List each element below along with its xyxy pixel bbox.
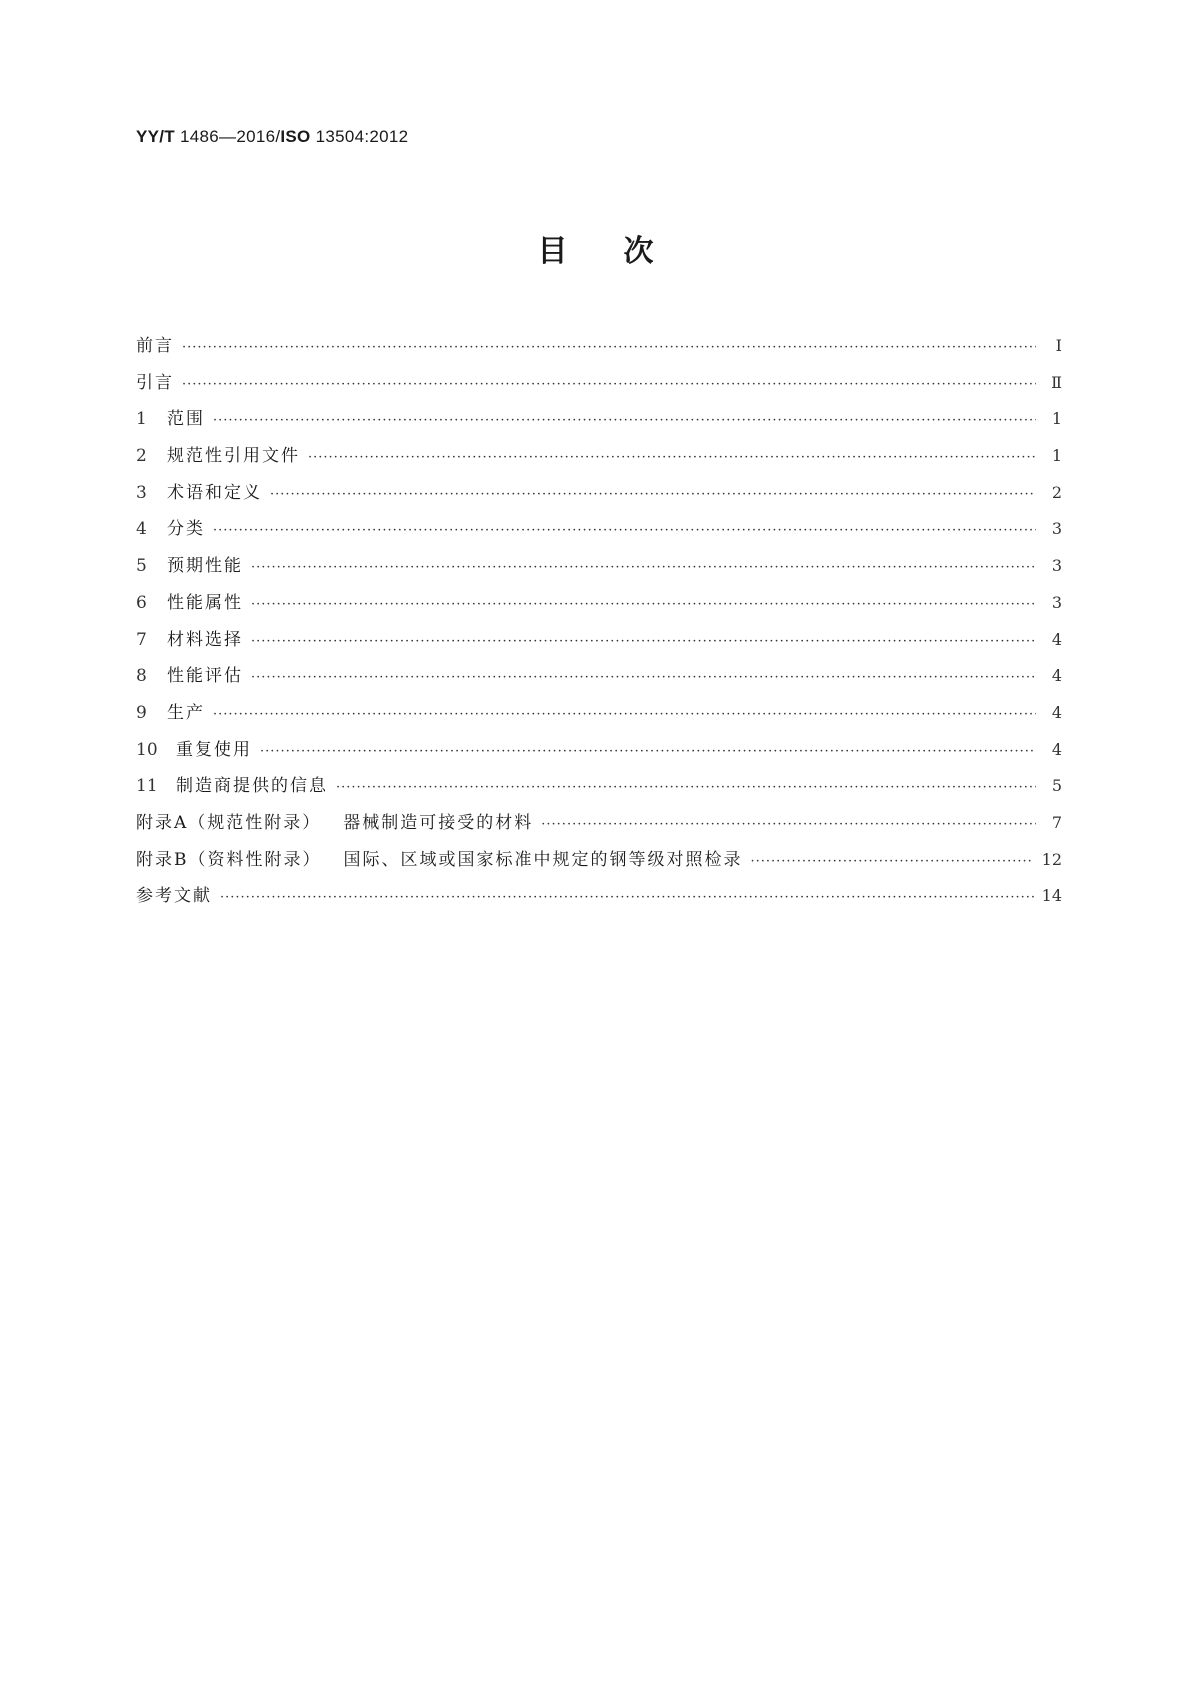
toc-entry-label: 引言 bbox=[136, 372, 174, 393]
standard-code-number: 1486—2016/ bbox=[175, 127, 281, 146]
toc-entry-page: 5 bbox=[1051, 776, 1062, 796]
toc-entry-number: 5 bbox=[136, 556, 147, 577]
toc-leader-dots bbox=[251, 660, 1036, 697]
toc-entry-bibliography[interactable] bbox=[136, 878, 1062, 915]
toc-entry-label: 术语和定义 bbox=[167, 482, 262, 503]
toc-entry-label: 性能评估 bbox=[167, 666, 243, 687]
toc-entry-number: 8 bbox=[136, 666, 147, 687]
toc-leader-dots bbox=[541, 807, 1036, 844]
toc-entry-label: 规范性引用文件 bbox=[167, 446, 300, 467]
toc-entry-label: 性能属性 bbox=[167, 592, 243, 613]
iso-code-number: 13504:2012 bbox=[310, 127, 409, 146]
toc-entry-label: 参考文献 bbox=[136, 886, 212, 907]
toc-entry-manufacturer-information[interactable] bbox=[136, 768, 1062, 805]
toc-entry-label: 重复使用 bbox=[176, 739, 252, 760]
toc-entry-intended-performance[interactable] bbox=[136, 548, 1062, 585]
toc-entry-page: 2 bbox=[1051, 482, 1062, 502]
toc-entry-label: 生产 bbox=[167, 702, 205, 723]
toc-entry-label bbox=[136, 805, 533, 842]
toc-entry-classification[interactable] bbox=[136, 511, 1062, 548]
iso-code-prefix: ISO bbox=[280, 127, 311, 146]
toc-entry-label: 制造商提供的信息 bbox=[176, 776, 328, 797]
toc-entry-page: 4 bbox=[1051, 739, 1062, 759]
toc-entry-terms-definitions[interactable] bbox=[136, 475, 1062, 512]
toc-entry-introduction[interactable] bbox=[136, 365, 1062, 402]
annex-a-title: 器械制造可接受的材料 bbox=[343, 812, 534, 833]
annex-a-label: 附录A（规范性附录） bbox=[136, 812, 322, 833]
toc-entry-page: 4 bbox=[1051, 702, 1062, 722]
toc-leader-dots bbox=[751, 844, 1034, 881]
toc-leader-dots bbox=[213, 513, 1036, 550]
toc-leader-dots bbox=[270, 477, 1036, 514]
toc-entry-foreword[interactable] bbox=[136, 328, 1062, 365]
toc-entry-label: 预期性能 bbox=[167, 556, 243, 577]
toc-entry-scope[interactable] bbox=[136, 401, 1062, 438]
toc-entry-page: 1 bbox=[1051, 409, 1062, 429]
toc-entry-page: 3 bbox=[1051, 519, 1062, 539]
toc-entry-number: 6 bbox=[136, 592, 147, 613]
toc-entry-page: 3 bbox=[1051, 556, 1062, 576]
toc-entry-page: 12 bbox=[1041, 849, 1062, 869]
toc-leader-dots bbox=[220, 880, 1034, 917]
toc-entry-label: 前言 bbox=[136, 336, 174, 356]
toc-leader-dots bbox=[251, 624, 1036, 661]
toc-entry-number: 2 bbox=[136, 446, 147, 467]
toc-leader-dots bbox=[213, 697, 1036, 734]
toc-entry-label: 材料选择 bbox=[167, 629, 243, 650]
toc-leader-dots bbox=[251, 550, 1036, 587]
toc-entry-label bbox=[136, 842, 743, 879]
toc-entry-page: 4 bbox=[1051, 666, 1062, 686]
toc-leader-dots bbox=[182, 367, 1036, 404]
table-of-contents bbox=[136, 328, 1062, 915]
toc-entry-reuse[interactable] bbox=[136, 732, 1062, 769]
standard-code-prefix: YY/T bbox=[136, 127, 175, 146]
toc-entry-number: 9 bbox=[136, 702, 147, 723]
toc-leader-dots bbox=[182, 330, 1036, 367]
toc-entry-performance-attributes[interactable] bbox=[136, 585, 1062, 622]
toc-entry-annex-b[interactable] bbox=[136, 842, 1062, 879]
toc-entry-number: 11 bbox=[136, 776, 158, 797]
toc-entry-material-selection[interactable] bbox=[136, 622, 1062, 659]
toc-entry-number: 7 bbox=[136, 629, 147, 650]
toc-entry-page: 14 bbox=[1041, 886, 1062, 906]
toc-entry-page: 1 bbox=[1051, 446, 1062, 466]
toc-entry-page: 4 bbox=[1051, 629, 1062, 649]
toc-entry-number: 3 bbox=[136, 482, 147, 503]
annex-b-title: 国际、区域或国家标准中规定的钢等级对照检录 bbox=[343, 849, 743, 870]
toc-entry-number: 1 bbox=[136, 409, 147, 430]
toc-entry-normative-references[interactable] bbox=[136, 438, 1062, 475]
toc-leader-dots bbox=[260, 734, 1036, 771]
toc-entry-label: 范围 bbox=[167, 409, 205, 430]
toc-entry-page: 7 bbox=[1051, 812, 1062, 832]
toc-entry-page: 3 bbox=[1051, 592, 1062, 612]
toc-title: 目次 bbox=[537, 234, 710, 269]
standard-code bbox=[136, 127, 408, 147]
annex-b-label: 附录B（资料性附录） bbox=[136, 849, 322, 870]
toc-leader-dots bbox=[251, 587, 1036, 624]
toc-entry-page: Ⅰ bbox=[1055, 336, 1062, 355]
toc-entry-number: 10 bbox=[136, 739, 158, 760]
toc-entry-performance-evaluation[interactable] bbox=[136, 658, 1062, 695]
toc-leader-dots bbox=[336, 770, 1036, 807]
toc-entry-manufacture[interactable] bbox=[136, 695, 1062, 732]
toc-leader-dots bbox=[308, 440, 1036, 477]
toc-entry-page: Ⅱ bbox=[1051, 372, 1062, 392]
toc-leader-dots bbox=[213, 403, 1036, 440]
toc-entry-label: 分类 bbox=[167, 519, 205, 540]
toc-entry-annex-a[interactable] bbox=[136, 805, 1062, 842]
toc-entry-number: 4 bbox=[136, 519, 147, 540]
